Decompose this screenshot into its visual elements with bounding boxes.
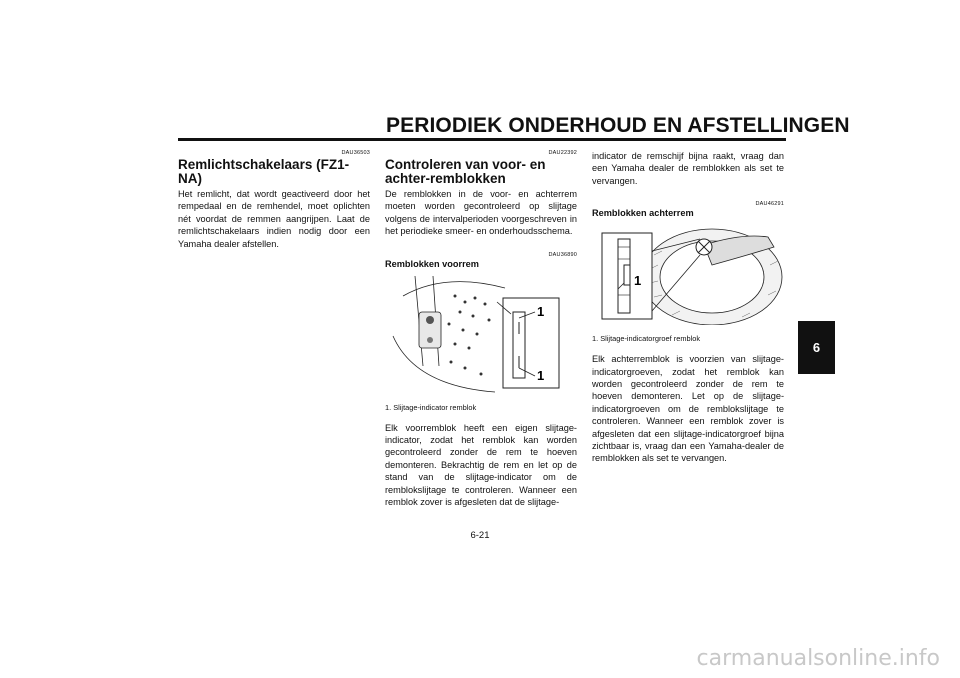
continued-paragraph: indicator de remschijf bijna raakt, vraag dan een Yamaha dealer de remblokken als set te vervangen.	[592, 151, 784, 186]
section-paragraph: Het remlicht, dat wordt geactiveerd door het rempedaal en de remhendel, moet oplichten nét voordat de remmen aangrijpen. Laat de remlichtschakelaars indien nodig door een Yamaha dealer afstellen.	[178, 189, 370, 249]
front-brake-illustration	[385, 276, 577, 394]
subsection-heading: Remblokken achterrem	[592, 208, 694, 219]
callout-label: 1	[537, 367, 545, 383]
section-intro: De remblokken in de voor- en achterrem moeten worden gecontroleerd op slijtage volgens de intervalperioden voorgeschreven in het periodieke smeer- en onderhoudsschema.	[385, 189, 577, 237]
rear-brake-illustration	[592, 225, 784, 325]
column-brake-light-switches	[178, 150, 370, 250]
section-paragraph: Elk voorremblok heeft een eigen slijtage-indicator, zodat het remblok kan worden gecontroleerd zonder de rem te hoeven demonteren. Bekrachtig de rem en let op de stand van de slijtage-indicator om de remblokslijtage te controleren. Wanneer een remblok zover is afgesleten dat de slijtage-	[385, 422, 577, 508]
page-number: 6-21	[470, 530, 490, 541]
watermark[interactable]: carmanualsonline.info	[696, 646, 940, 671]
subsection-code: DAU46291	[755, 201, 784, 208]
column-rear-brake-pads	[592, 150, 784, 465]
column-brake-pads	[385, 150, 577, 508]
subsection-code: DAU36890	[548, 251, 577, 258]
chapter-tab[interactable]: 6	[798, 321, 835, 374]
header-rule	[178, 138, 786, 141]
subsection-heading: Remblokken voorrem	[385, 258, 479, 269]
front-brake-pad-figure	[385, 276, 577, 399]
figure-caption: 1. Slijtage-indicator remblok	[385, 402, 477, 412]
section-heading: Remlichtschakelaars (FZ1-NA)	[178, 157, 350, 186]
callout-label: 1	[634, 273, 642, 289]
rear-brake-pad-figure	[592, 225, 784, 330]
section-heading: Controleren van voor- en achter-remblokken	[385, 157, 546, 186]
page-header-title: PERIODIEK ONDERHOUD EN AFSTELLINGEN	[386, 114, 850, 137]
section-code: DAU22392	[548, 150, 577, 156]
callout-label: 1	[537, 303, 545, 319]
figure-caption: 1. Slijtage-indicatorgroef remblok	[592, 334, 701, 344]
section-paragraph: Elk achterremblok is voorzien van slijtage-indicatorgroeven, zodat het remblok kan worden gecontroleerd zonder de rem te hoeven demonteren. Let op de slijtage-indicatorgroeven om de remblokslijtage te controleren. Wanneer een remblok zover is afgesleten dat een slijtage-indicatorgroef bijna zichtbaar is, vraag dan een Yamaha-dealer de remblokken als set te vervangen.	[592, 354, 784, 464]
section-code: DAU36503	[341, 150, 370, 156]
